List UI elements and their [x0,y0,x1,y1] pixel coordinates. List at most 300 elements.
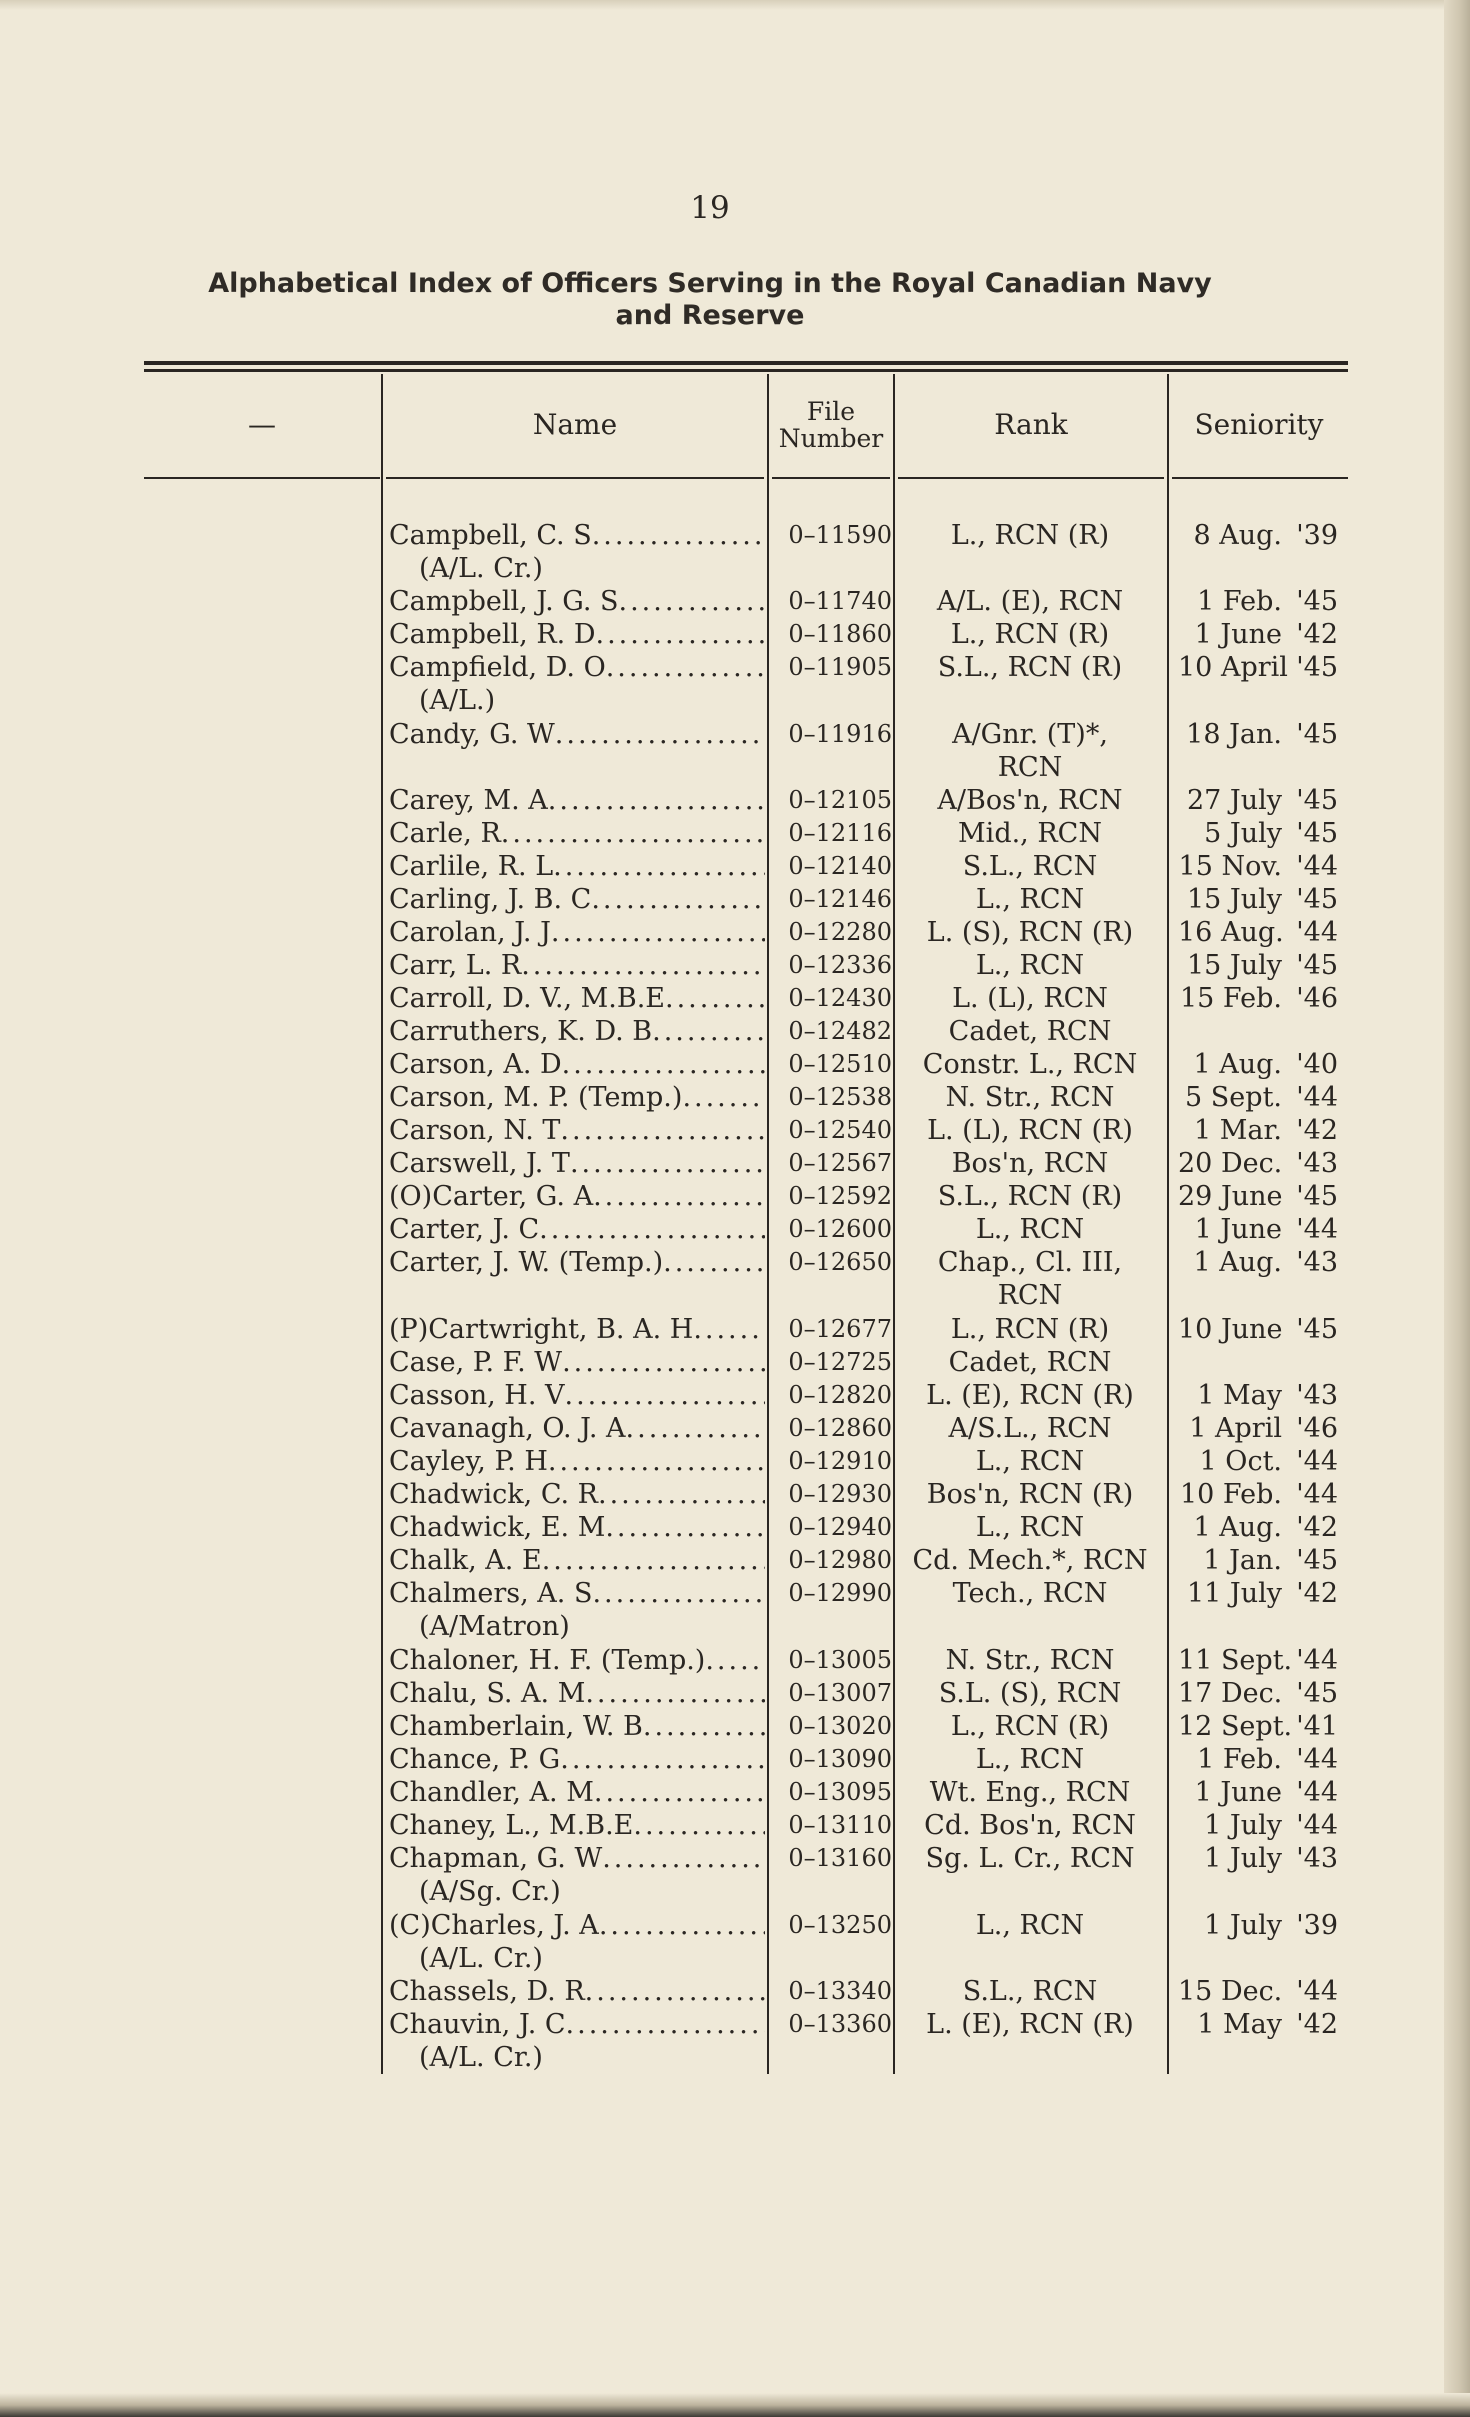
seniority-cell [1178,1544,1349,1577]
rank-cell [894,1015,1166,1048]
seniority-cell [1178,1147,1349,1180]
rank: N. Str., RCN [945,1645,1115,1676]
seniority-date: 20 Dec. [1178,1148,1283,1179]
rank-cell [894,883,1166,916]
officer-name: Campbell, C. S [389,520,592,551]
seniority-cell [1178,1313,1349,1346]
rank-cell [894,1776,1166,1809]
seniority-year: '39 [1296,1910,1338,1941]
dot-leader [682,1081,765,1114]
dot-leader [652,1015,765,1048]
name-leader [389,949,765,982]
file-number: 0–12980 [788,1546,892,1574]
name-leader [389,1048,765,1081]
seniority-date: 1 Feb. [1197,586,1282,617]
header-dash: — [248,408,276,441]
seniority-cell [1178,1710,1349,1743]
file-number: 0–12567 [788,1149,892,1177]
seniority-year: '44 [1296,1082,1338,1113]
header-seniority: Seniority [1194,408,1324,441]
seniority-date: 1 Jan. [1203,1545,1282,1576]
file-number: 0–12592 [788,1182,892,1210]
file-number: 0–12336 [788,951,892,979]
page-number: 19 [690,190,730,226]
page-top-shadow [0,0,1470,10]
rank: L., RCN [975,1744,1085,1775]
seniority-year: '43 [1296,1148,1338,1179]
file-number: 0–12116 [788,819,892,847]
file-number: 0–11740 [788,587,892,615]
name-leader [389,1809,765,1842]
name-leader [389,1180,765,1213]
seniority-year: '42 [1296,1512,1338,1543]
name-leader [389,1213,765,1246]
rank: S.L., RCN [962,1976,1098,2007]
header-file-number [769,375,893,475]
seniority-year: '41 [1296,1711,1338,1742]
seniority-year: '44 [1296,1645,1338,1676]
seniority-cell [1178,1412,1349,1445]
dot-leader [599,1909,765,1942]
file-number: 0–11860 [788,620,892,648]
rank: S.L., RCN [962,851,1098,882]
rank: Tech., RCN [952,1578,1108,1609]
officer-name: Chalk, A. E [389,1545,542,1576]
name-leader [389,1147,765,1180]
rank-cell [894,1677,1166,1710]
rank: S.L., RCN (R) [937,652,1123,683]
header-rank: Rank [994,408,1068,441]
name-leader [389,1511,765,1544]
seniority-date: 1 Aug. [1193,1512,1282,1543]
officer-name: Chalu, S. A. M [389,1678,586,1709]
officer-name: Carswell, J. T [389,1148,570,1179]
rank: Cd. Mech.*, RCN [912,1545,1148,1576]
file-number: 0–13340 [788,1977,892,2005]
seniority-date: 17 Dec. [1178,1678,1283,1709]
rank: A/L. (E), RCN [936,586,1124,617]
dot-leader [592,1577,765,1610]
seniority-cell [1178,2008,1349,2041]
rank-cell [894,1180,1166,1213]
rank: L., RCN [975,884,1085,915]
seniority-cell [1178,1015,1349,1048]
officer-name: Chance, P. G [389,1744,561,1775]
acting-rank-note: (A/L. Cr.) [419,1943,543,1974]
seniority-year: '45 [1296,950,1338,981]
seniority-cell [1178,1644,1349,1677]
seniority-cell [1178,1842,1349,1875]
seniority-cell [1178,1776,1349,1809]
file-number: 0–12600 [788,1215,892,1243]
officer-name: Chapman, G. W [389,1843,603,1874]
rank-cell [894,850,1166,883]
acting-rank-note: (A/L. Cr.) [419,553,543,584]
officer-name: Chauvin, J. C [389,2009,566,2040]
name-leader [389,916,765,949]
dot-leader [565,1379,766,1412]
seniority-date: 10 June [1178,1314,1283,1345]
rank: Wt. Eng., RCN [929,1777,1131,1808]
officer-name: Campfield, D. O [389,652,606,683]
rank: L., RCN [975,1512,1085,1543]
file-number: 0–12482 [788,1017,892,1045]
officer-name: Campbell, R. D [389,619,596,650]
officer-name: Chandler, A. M [389,1777,594,1808]
seniority-cell [1178,1511,1349,1544]
officer-name: Chadwick, C. R [389,1479,599,1510]
file-number: 0–12140 [788,852,892,880]
acting-rank-note: (A/L.) [419,685,496,716]
file-number: 0–11590 [788,521,892,549]
officer-name: Chalmers, A. S [389,1578,593,1609]
header-name: Name [532,408,618,441]
officer-name: Casson, H. V [389,1380,565,1411]
dot-leader [592,519,765,552]
dot-leader [705,1644,765,1677]
file-number: 0–12725 [788,1348,892,1376]
dot-leader [560,1114,765,1147]
seniority-date: 15 July [1186,884,1282,915]
seniority-cell [1178,1213,1349,1246]
header-file-line-1: File [806,397,856,426]
title-line-1: Alphabetical Index of Officers Serving in the Royal Canadian Navy [208,268,1212,299]
seniority-year: '42 [1296,2009,1338,2040]
officer-name: Carson, A. D [389,1049,562,1080]
seniority-date: 1 Oct. [1199,1446,1282,1477]
rank: N. Str., RCN [945,1082,1115,1113]
rank-cell [894,1909,1166,1942]
seniority-cell [1178,784,1349,817]
dot-leader [570,1147,765,1180]
officer-name: Carter, J. W. (Temp.) [389,1247,664,1278]
dot-leader [542,1544,765,1577]
seniority-cell [1178,1246,1349,1279]
file-number: 0–13005 [788,1646,892,1674]
file-number: 0–12990 [788,1579,892,1607]
seniority-date: 18 Jan. [1186,719,1282,750]
dot-leader [605,1511,765,1544]
seniority-date: 27 July [1186,785,1282,816]
seniority-cell [1178,1048,1349,1081]
header-underline [144,477,380,479]
rank-cell [894,1246,1166,1312]
file-number: 0–12105 [788,786,892,814]
rank: A/S.L., RCN [948,1413,1112,1444]
dot-leader [626,1412,765,1445]
dot-leader [602,1842,765,1875]
seniority-cell [1178,817,1349,850]
file-number: 0–12540 [788,1116,892,1144]
seniority-year: '45 [1296,1678,1338,1709]
officer-name: (P)Cartwright, B. A. H [389,1314,694,1345]
seniority-year: '44 [1296,1744,1338,1775]
seniority-cell [1178,1577,1349,1610]
dot-leader [594,1776,765,1809]
rank-cell [894,1147,1166,1180]
header-rule-second [144,369,1348,372]
seniority-date: 1 Feb. [1197,1744,1282,1775]
rank: Cadet, RCN [948,1347,1112,1378]
officer-name: Carter, J. C [389,1214,540,1245]
name-leader [389,519,765,552]
name-leader [389,1644,765,1677]
rank-cell [894,651,1166,684]
seniority-date: 15 Feb. [1179,983,1282,1014]
seniority-year: '43 [1296,1247,1338,1278]
file-number: 0–12510 [788,1050,892,1078]
page-bottom-edge [0,2393,1470,2417]
rank: A/Bos'n, RCN [937,785,1123,816]
rank-cell [894,1975,1166,2008]
officer-name: Carruthers, K. D. B [389,1016,653,1047]
rank-cell [894,1478,1166,1511]
name-leader [389,585,765,618]
seniority-cell [1178,916,1349,949]
seniority-year: '44 [1296,1446,1338,1477]
rank-cell [894,1213,1166,1246]
seniority-year: '45 [1296,719,1338,750]
officer-name: Carolan, J. J [389,917,551,948]
rank: Constr. L., RCN [922,1049,1138,1080]
rank-cell [894,949,1166,982]
acting-rank-note: (A/Sg. Cr.) [419,1876,561,1907]
seniority-cell [1178,519,1349,552]
seniority-cell [1178,1346,1349,1379]
file-number: 0–13095 [788,1778,892,1806]
table-row [0,1909,1470,1975]
dot-leader [665,982,765,1015]
header-file-line-2: Number [778,424,884,453]
name-leader [389,883,765,916]
seniority-date: 1 June [1194,619,1282,650]
officer-name-cell [389,1577,765,1643]
rank: L., RCN (R) [950,1314,1110,1345]
seniority-date: 1 May [1197,1380,1282,1411]
seniority-date: 12 Sept. [1178,1711,1293,1742]
file-number: 0–12940 [788,1513,892,1541]
file-number: 0–13020 [788,1712,892,1740]
dot-leader [562,1346,765,1379]
rank: S.L. (S), RCN [938,1678,1122,1709]
name-leader [389,718,765,751]
seniority-date: 1 July [1204,1843,1282,1874]
dot-leader [560,1743,765,1776]
dot-leader [606,651,765,684]
seniority-cell [1178,982,1349,1015]
rank-cell [894,1445,1166,1478]
seniority-cell [1178,1809,1349,1842]
officer-name: (C)Charles, J. A [389,1910,599,1941]
officer-name-cell [389,1246,765,1312]
rank: Cd. Bos'n, RCN [924,1810,1136,1841]
seniority-year: '45 [1296,884,1338,915]
officer-name: Carson, M. P. (Temp.) [389,1082,683,1113]
file-number: 0–12146 [788,885,892,913]
seniority-date: 1 Mar. [1193,1115,1282,1146]
rank-cell [894,784,1166,817]
header-underline [386,477,764,479]
seniority-date: 29 June [1178,1181,1283,1212]
rank: L. (L), RCN [952,983,1108,1014]
rank-cell [894,2008,1166,2041]
officer-name: Chaney, L., M.B.E [389,1810,634,1841]
officer-name: Carey, M. A [389,785,548,816]
file-number: 0–12650 [788,1248,892,1276]
name-leader [389,1445,765,1478]
rank-cell [894,519,1166,552]
officer-name: Chaloner, H. F. (Temp.) [389,1645,706,1676]
dot-leader [619,585,766,618]
table-row [0,519,1470,585]
rank-cell [894,1842,1166,1875]
rank: Chap., Cl. III, [937,1247,1123,1278]
name-leader [389,1909,765,1942]
dot-leader [598,1478,765,1511]
rank: S.L., RCN (R) [937,1181,1123,1212]
officer-name: Carson, N. T [389,1115,561,1146]
dot-leader [548,784,765,817]
officer-name: Cayley, P. H [389,1446,548,1477]
seniority-cell [1178,1114,1349,1147]
seniority-year: '45 [1296,1181,1338,1212]
rank-cell [894,1412,1166,1445]
rank: L. (E), RCN (R) [926,1380,1134,1411]
seniority-cell [1178,1743,1349,1776]
officer-name: Case, P. F. W [389,1347,563,1378]
file-number: 0–12430 [788,984,892,1012]
dot-leader [521,949,765,982]
seniority-year: '46 [1296,983,1338,1014]
rank-cell [894,618,1166,651]
rank: L., RCN [975,1446,1085,1477]
seniority-date: 1 June [1194,1777,1282,1808]
acting-rank-note: (A/Matron) [419,1611,570,1642]
file-number: 0–13090 [788,1745,892,1773]
file-number: 0–11905 [788,653,892,681]
seniority-date: 1 July [1204,1910,1282,1941]
dot-leader [663,1246,765,1279]
rank-cell [894,817,1166,850]
rank-cell [894,1809,1166,1842]
name-leader [389,1379,765,1412]
seniority-cell [1178,1909,1349,1942]
seniority-year: '45 [1296,1545,1338,1576]
rank-cell [894,916,1166,949]
officer-name: Carling, J. B. C [389,884,592,915]
dot-leader [643,1710,765,1743]
seniority-year: '45 [1296,652,1338,683]
seniority-cell [1178,883,1349,916]
acting-rank-note: (A/L. Cr.) [419,2042,543,2073]
header-underline [772,477,890,479]
rank: L., RCN [975,1910,1085,1941]
name-leader [389,1842,765,1875]
file-number: 0–12677 [788,1315,892,1343]
seniority-date: 1 Aug. [1193,1049,1282,1080]
seniority-date: 1 July [1204,1810,1282,1841]
file-number: 0–13160 [788,1844,892,1872]
officer-name-cell [389,1842,765,1908]
name-leader [389,784,765,817]
seniority-date: 1 June [1194,1214,1282,1245]
dot-leader [633,1809,765,1842]
rank-cell [894,1511,1166,1544]
rank: L., RCN (R) [950,520,1110,551]
dot-leader [553,850,765,883]
officer-name-cell [389,2008,765,2074]
seniority-date: 15 July [1186,950,1282,981]
name-leader [389,1478,765,1511]
name-leader [389,850,765,883]
officer-name: Carle, R [389,818,501,849]
name-leader [389,1677,765,1710]
seniority-year: '42 [1296,1578,1338,1609]
acting-rank-note [389,751,765,784]
header-underline [1172,477,1348,479]
officer-name-cell [389,718,765,784]
officer-name: Chamberlain, W. B [389,1711,643,1742]
name-leader [389,1081,765,1114]
seniority-year: '45 [1296,785,1338,816]
file-number: 0–12860 [788,1414,892,1442]
seniority-cell [1178,1379,1349,1412]
officer-name-cell [389,1909,765,1975]
rank-continued: RCN [997,752,1063,783]
rank-cell [894,1577,1166,1610]
dot-leader [548,1445,765,1478]
rank-cell [894,1743,1166,1776]
rank: L. (E), RCN (R) [926,2009,1134,2040]
file-number: 0–13110 [788,1811,892,1839]
seniority-date: 5 July [1204,818,1282,849]
seniority-cell [1178,718,1349,751]
seniority-date: 8 Aug. [1193,520,1282,551]
rank-cell [894,1114,1166,1147]
rank: Bos'n, RCN (R) [926,1479,1134,1510]
dot-leader [591,883,765,916]
name-leader [389,651,765,684]
rank-cell [894,1313,1166,1346]
rank: L. (L), RCN (R) [927,1115,1133,1146]
rank-cell [894,1346,1166,1379]
seniority-cell [1178,1478,1349,1511]
officer-name: Carlile, R. L [389,851,554,882]
officer-name: Carroll, D. V., M.B.E [389,983,665,1014]
rank-continued: RCN [997,1280,1063,1311]
seniority-date: 1 April [1189,1413,1282,1444]
rank-cell [894,1644,1166,1677]
name-leader [389,1313,765,1346]
file-number: 0–12280 [788,918,892,946]
name-leader [389,1975,765,2008]
rank: L., RCN [975,1214,1085,1245]
dot-leader [501,817,765,850]
rank: L., RCN (R) [950,619,1110,650]
seniority-cell [1178,1081,1349,1114]
file-number: 0–12538 [788,1083,892,1111]
name-leader [389,1114,765,1147]
name-leader [389,1346,765,1379]
table-row [0,1577,1470,1643]
table-row [0,1246,1470,1312]
officer-name: (O)Carter, G. A [389,1181,594,1212]
seniority-date: 5 Sept. [1185,1082,1282,1113]
dot-leader [593,1180,765,1213]
officer-name: Chassels, D. R [389,1976,585,2007]
seniority-date: 10 Feb. [1179,1479,1282,1510]
officer-name: Campbell, J. G. S [389,586,619,617]
